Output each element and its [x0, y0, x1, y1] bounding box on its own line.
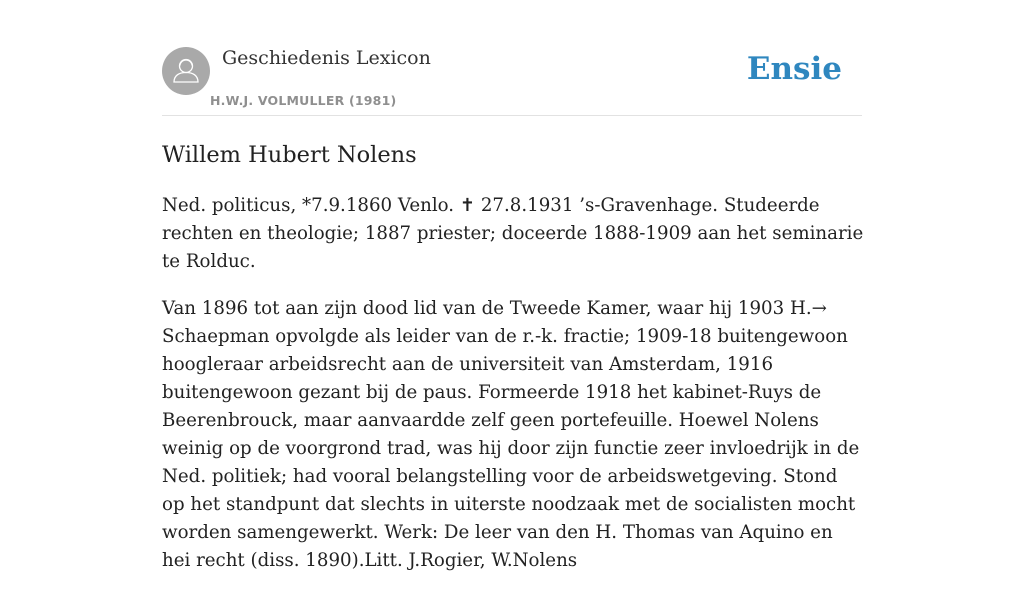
brand-logo[interactable]: Ensie	[746, 51, 842, 87]
user-icon	[162, 47, 210, 95]
article-body	[162, 192, 864, 594]
source-author[interactable]: H.W.J. VOLMULLER (1981)	[210, 93, 397, 108]
article-paragraph: Ned. politicus, *7.9.1860 Venlo. ✝ 27.8.1931 ’s-Gravenhage. Studeerde rechten en theologie; 1887 priester; doceerde 1888-1909 aan het seminarie te Rolduc.	[162, 195, 864, 272]
source-title[interactable]: Geschiedenis Lexicon	[222, 47, 431, 69]
source-header	[162, 0, 862, 116]
avatar[interactable]	[162, 47, 210, 95]
article-title: Willem Hubert Nolens	[162, 142, 417, 168]
content-container	[162, 0, 864, 571]
article-paragraph: Van 1896 tot aan zijn dood lid van de Tweede Kamer, waar hij 1903 H.→ Schaepman opvolgde als leider van de r.-k. fractie; 1909-18 buitengewoon hoogleraar arbeidsrecht aan de universiteit van Amsterdam, 1916 buitengewoon gezant bij de paus. Formeerde 1918 het kabinet-Ruys de Beerenbrouck, maar aanvaardde zelf geen portefeuille. Hoewel Nolens weinig op de voorgrond trad, was hij door zijn functie zeer invloedrijk in de Ned. politiek; had vooral belangstelling voor de arbeidswetgeving. Stond op het standpunt dat slechts in uiterste noodzaak met de socialisten mocht worden samengewerkt. Werk: De leer van den H. Thomas van Aquino en hei recht (diss. 1890).Litt. J.Rogier, W.Nolens	[162, 298, 860, 571]
